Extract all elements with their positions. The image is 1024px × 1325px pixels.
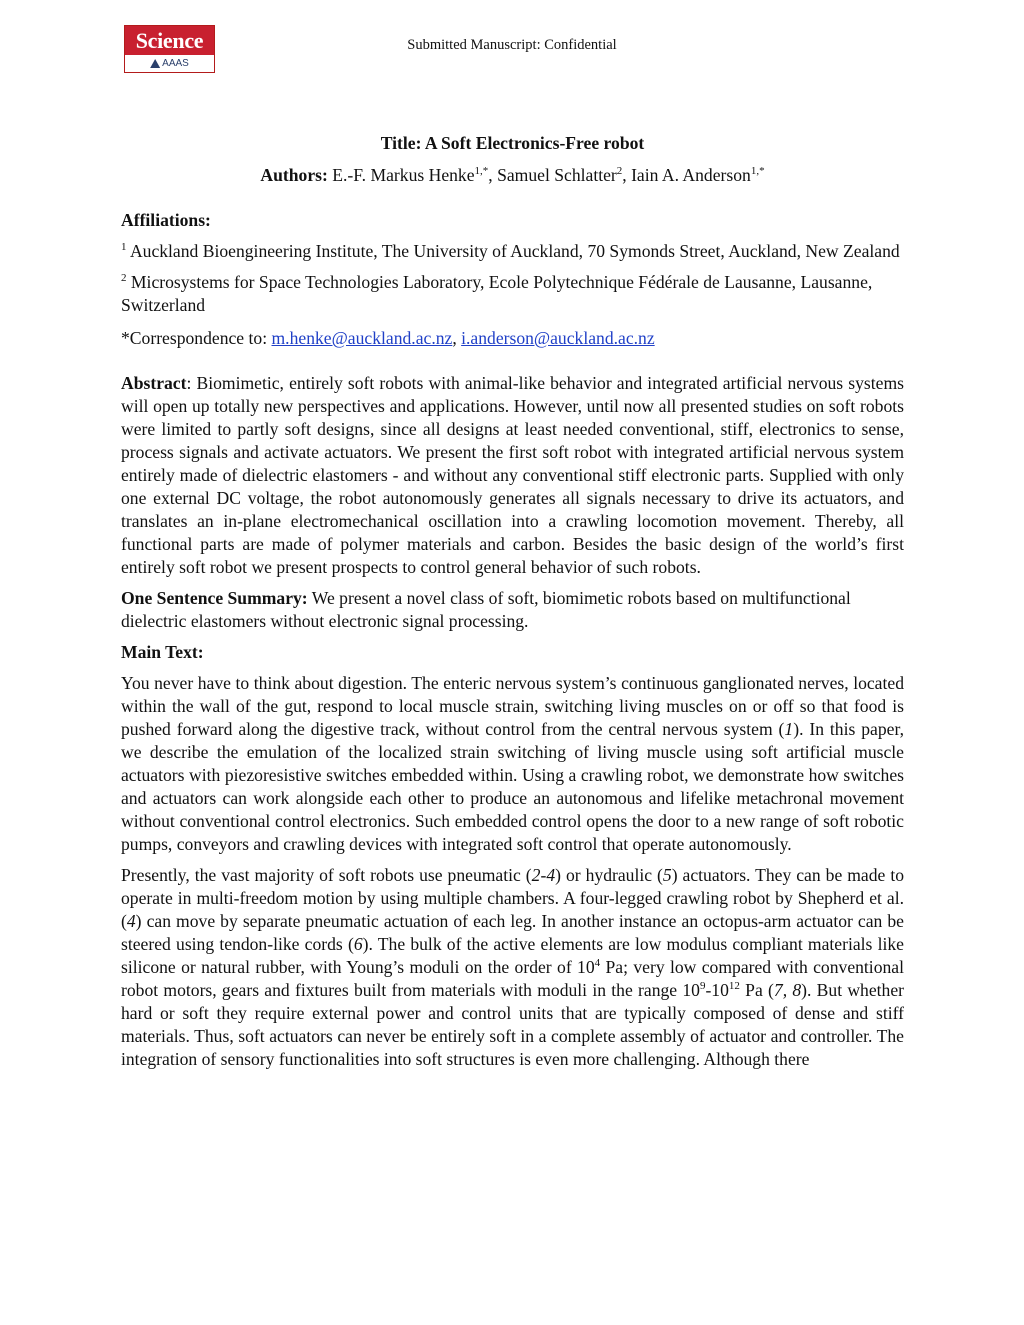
body-paragraph-2	[121, 864, 904, 1071]
text-run: ) actuators. They can be made to operate in multi-freedom motion by using multiple chambers. A four-legged crawling robot by Shepherd et al. (	[121, 865, 905, 931]
citation: 7, 8	[773, 980, 802, 1000]
author-sup: 2	[616, 165, 623, 178]
one-sentence-summary	[121, 587, 904, 633]
affiliation-num: 2	[121, 272, 127, 285]
correspondence-label: *Correspondence to:	[121, 328, 268, 348]
text-run: ) can move by separate pneumatic actuation of each leg. In another instance an octopus-arm actuator can be steered using tendon-like cords (	[121, 911, 904, 954]
author-line: Authors: E.-F. Markus Henke$^{1,*}$, Samuel Schlatter$^2$, Iain A. Anderson$^{1,*}$	[260, 165, 765, 185]
exponent: 4	[594, 957, 601, 970]
title-text: A Soft Electronics-Free robot	[424, 133, 645, 153]
author-name: E.-F. Markus Henke	[332, 165, 475, 185]
logo-publisher-row	[125, 55, 214, 72]
text-run: -10	[705, 980, 729, 1000]
text-run: Pa (	[739, 980, 774, 1000]
exponent: 12	[728, 980, 740, 993]
paper-title	[121, 132, 904, 155]
abstract-label: Abstract	[121, 373, 187, 393]
abstract: Abstract: Biomimetic, entirely soft robots with animal-like behavior and integrated artificial nervous systems will open up totally new perspectives and applications. However, until now all presented studies on soft robots were limited to partly soft designs, since all designs at least needed conventional, stiff, electronics to sense, process signals and activate actuators. We present the first soft robot with integrated artificial nervous system entirely made of dielectric elastomers - and without any conventional stiff electronic parts. Supplied with only one external DC voltage, the robot autonomously generates all signals necessary to drive its actuators, and translates an in-plane electromechanical oscillation into a crawling locomotion movement. Thereby, all functional parts are made of polymer materials and carbon. Besides the basic design of the world’s first entirely soft robot we present prospects to control general behavior of such robots.	[121, 373, 904, 577]
text-run: ) or hydraulic (	[555, 865, 663, 885]
affiliation-text: Auckland Bioengineering Institute, The University of Auckland, 70 Symonds Street, Auckland, New Zealand	[129, 241, 900, 261]
text-run: ). In this paper, we describe the emulation of the localized strain switching of living muscle using soft artificial muscle actuators with piezoresistive switches embedded within. Using a crawling robot, we demonstrate how switches and actuators can work alongside each other to produce an autonomous and lifelike metachronal movement without conventional control electronics. Such embedded control opens the door to a new range of soft robotic pumps, conveyors and crawling devices with integrated soft control that operate autonomously.	[121, 719, 905, 854]
email-link-henke[interactable]: m.henke@auckland.ac.nz	[271, 328, 453, 348]
title-label: Title:	[380, 133, 422, 153]
text-run: Presently, the vast majority of soft robots use pneumatic (	[121, 865, 532, 885]
text-run: ). But whether hard or soft they require external power and control units that are typically composed of dense and stiff materials. Thus, soft actuators can never be entirely soft in a complete assembly of actuator and controller. The integration of sensory functionalities into soft structures is even more challenging. Although there	[121, 980, 905, 1069]
affiliation-item	[121, 271, 904, 317]
email-link-anderson[interactable]: i.anderson@auckland.ac.nz	[461, 328, 655, 348]
authors-label: Authors:	[260, 165, 328, 185]
logo-publisher: AAAS	[162, 58, 189, 69]
text-run: You never have to think about digestion. The enteric nervous system’s continuous ganglionated nerves, located within the wall of the gut, respond to local muscle strain, switching living muscles on or off so that food is pushed forward along the digestive track, without control from the central nervous system (	[121, 673, 904, 739]
citation: 2-4	[531, 865, 556, 885]
manuscript-page	[121, 132, 904, 1071]
logo-brand: Science	[125, 26, 214, 55]
body-paragraph-1	[121, 672, 904, 856]
affiliation-text: Microsystems for Space Technologies Laboratory, Ecole Polytechnique Fédérale de Lausanne, Lausanne, Switzerland	[121, 272, 873, 315]
citation: 1	[784, 719, 794, 739]
manuscript-header: Submitted Manuscript: Confidential	[407, 37, 617, 53]
author-name: Samuel Schlatter	[497, 165, 617, 185]
author-sup: 1,*	[750, 165, 765, 178]
citation: 6	[353, 934, 363, 954]
exponent: 9	[699, 980, 706, 993]
affiliations-heading: Affiliations:	[121, 210, 211, 230]
citation: 4	[126, 911, 136, 931]
main-text-heading: Main Text:	[121, 642, 204, 662]
text-run: ). The bulk of the active elements are low modulus compliant materials like silicone or natural rubber, with Young’s moduli on the order of 10	[121, 934, 904, 977]
summary-label: One Sentence Summary:	[121, 588, 308, 608]
abstract-text: Biomimetic, entirely soft robots with animal-like behavior and integrated artificial nervous systems will open up totally new perspectives and applications. However, until now all presented studies on soft robots were limited to partly soft designs, since all designs at least needed conventional, stiff, electronics to sense, process signals and activate actuators. We present the first soft robot with integrated artificial nervous system entirely made of dielectric elastomers - and without any conventional stiff electronic parts. Supplied with only one external DC voltage, the robot autonomously generates all signals necessary to drive its actuators, and translates an in-plane electromechanical oscillation into a crawling locomotion movement. Thereby, all functional parts are made of polymer materials and carbon. Besides the basic design of the world’s first entirely soft robot we present prospects to control general behavior of such robots.	[121, 373, 904, 577]
text-run: Pa; very low compared with conventional robot motors, gears and fixtures built from materials with moduli in the range 10	[121, 957, 904, 1000]
affiliation-num: 1	[121, 241, 127, 254]
author-sup: 1,*	[474, 165, 489, 178]
correspondence-line: *Correspondence to: m.henke@auckland.ac.nz, i.anderson@auckland.ac.nz	[121, 328, 655, 348]
aaas-mark-icon	[150, 59, 160, 68]
summary-text: We present a novel class of soft, biomimetic robots based on multifunctional dielectric elastomers without electronic signal processing.	[121, 588, 851, 631]
author-name: Iain A. Anderson	[631, 165, 751, 185]
citation: 5	[662, 865, 672, 885]
affiliation-item	[121, 240, 904, 263]
